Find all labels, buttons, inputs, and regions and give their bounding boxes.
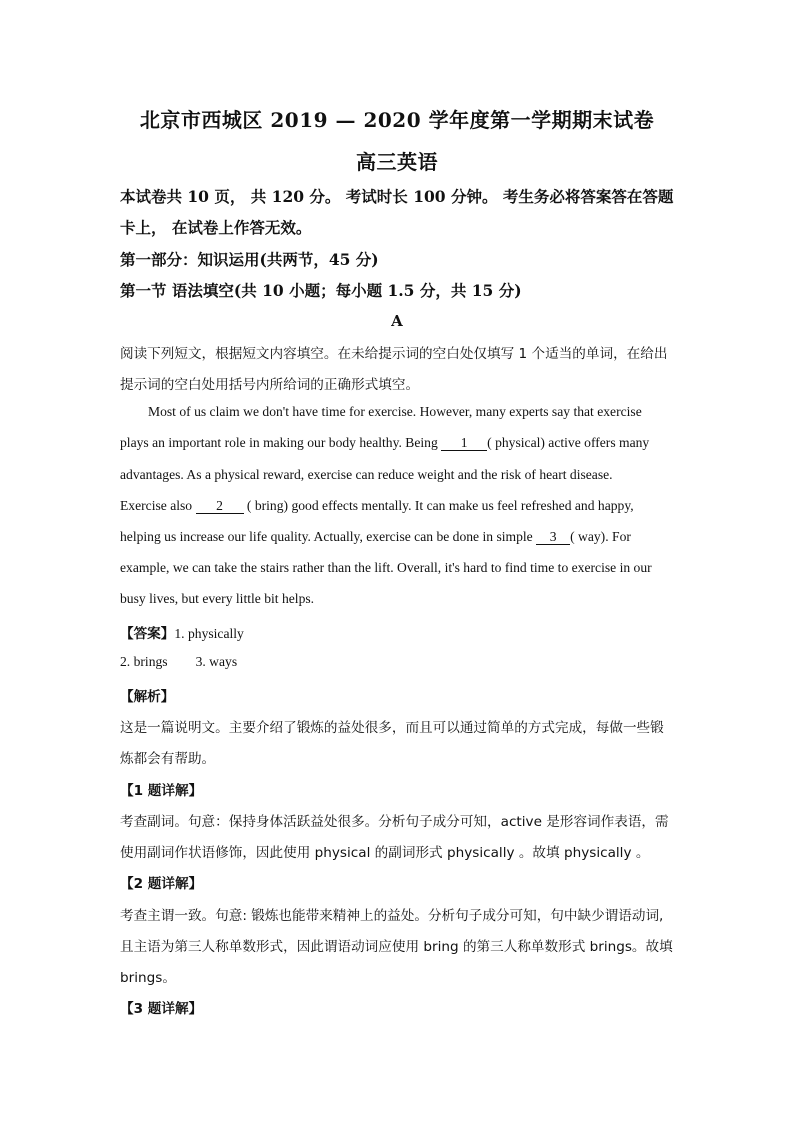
analysis-line-2: 炼都会有帮助。 bbox=[120, 751, 216, 767]
q1-label: 【1 题详解】 bbox=[120, 783, 203, 799]
answer-line-2: 2. brings 3. ways bbox=[120, 654, 238, 669]
part-heading: 第一部分：知识运用(共两节，45 分) bbox=[120, 250, 379, 269]
q1-line-2: 使用副词作状语修饰，因此使用 physical 的副词形式 physically 。故填 physically 。 bbox=[120, 845, 650, 861]
passage-line-2: plays an important role in making our body healthy. Being 1 ( physical) active offers many bbox=[120, 435, 650, 450]
q2-line-3: brings。 bbox=[120, 970, 176, 986]
blank-3: 3 bbox=[536, 530, 570, 545]
passage-letter: A bbox=[391, 312, 403, 330]
exam-title: 北京市西城区 2019 — 2020 学年度第一学期期末试卷 bbox=[139, 108, 655, 132]
q2-line-2: 且主语为第三人称单数形式，因此谓语动词应使用 bring 的第三人称单数形式 brings。故填 bbox=[120, 939, 673, 955]
passage-line-6: example, we can take the stairs rather than the lift. Overall, it's hard to find time to exercise in our bbox=[120, 560, 652, 575]
passage-line-7: busy lives, but every little bit helps. bbox=[120, 591, 315, 606]
passage-line-1: Most of us claim we don't have time for exercise. However, many experts say that exercise bbox=[148, 404, 642, 419]
instruction-line-1: 阅读下列短文，根据短文内容填空。在未给提示词的空白处仅填写 1 个适当的单词，在给出 bbox=[120, 346, 668, 362]
analysis-label: 【解析】 bbox=[120, 689, 175, 705]
analysis-line-1: 这是一篇说明文。主要介绍了锻炼的益处很多，而且可以通过简单的方式完成，每做一些锻 bbox=[120, 720, 664, 736]
passage-line-3: advantages. As a physical reward, exercise can reduce weight and the risk of heart disease. bbox=[120, 467, 613, 482]
passage-line-4: Exercise also 2 ( bring) good effects mentally. It can make us feel refreshed and happy, bbox=[120, 498, 634, 513]
blank-2: 2 bbox=[196, 499, 244, 514]
instruction-line-2: 提示词的空白处用括号内所给词的正确形式填空。 bbox=[120, 377, 420, 393]
q3-label: 【3 题详解】 bbox=[120, 1001, 203, 1017]
q1-line-1: 考查副词。句意：保持身体活跃益处很多。分析句子成分可知，active 是形容词作表语，需 bbox=[120, 814, 669, 830]
answer-label: 【答案】 bbox=[120, 626, 175, 642]
answer-line-1: 【答案】1. physically bbox=[120, 626, 244, 642]
intro-line-2: 卡上， 在试卷上作答无效。 bbox=[120, 218, 312, 237]
q2-line-1: 考查主谓一致。句意: 锻炼也能带来精神上的益处。分析句子成分可知，句中缺少谓语动词, bbox=[120, 908, 664, 924]
q2-label: 【2 题详解】 bbox=[120, 876, 203, 892]
blank-1: 1 bbox=[441, 436, 487, 451]
section-heading: 第一节 语法填空(共 10 小题；每小题 1.5 分，共 15 分) bbox=[120, 281, 522, 300]
intro-line-1: 本试卷共 10 页， 共 120 分。 考试时长 100 分钟。 考生务必将答案答在答题 bbox=[120, 187, 674, 206]
exam-subtitle: 高三英语 bbox=[356, 150, 438, 174]
passage-line-5: helping us increase our life quality. Actually, exercise can be done in simple 3 ( way). For bbox=[120, 529, 631, 544]
